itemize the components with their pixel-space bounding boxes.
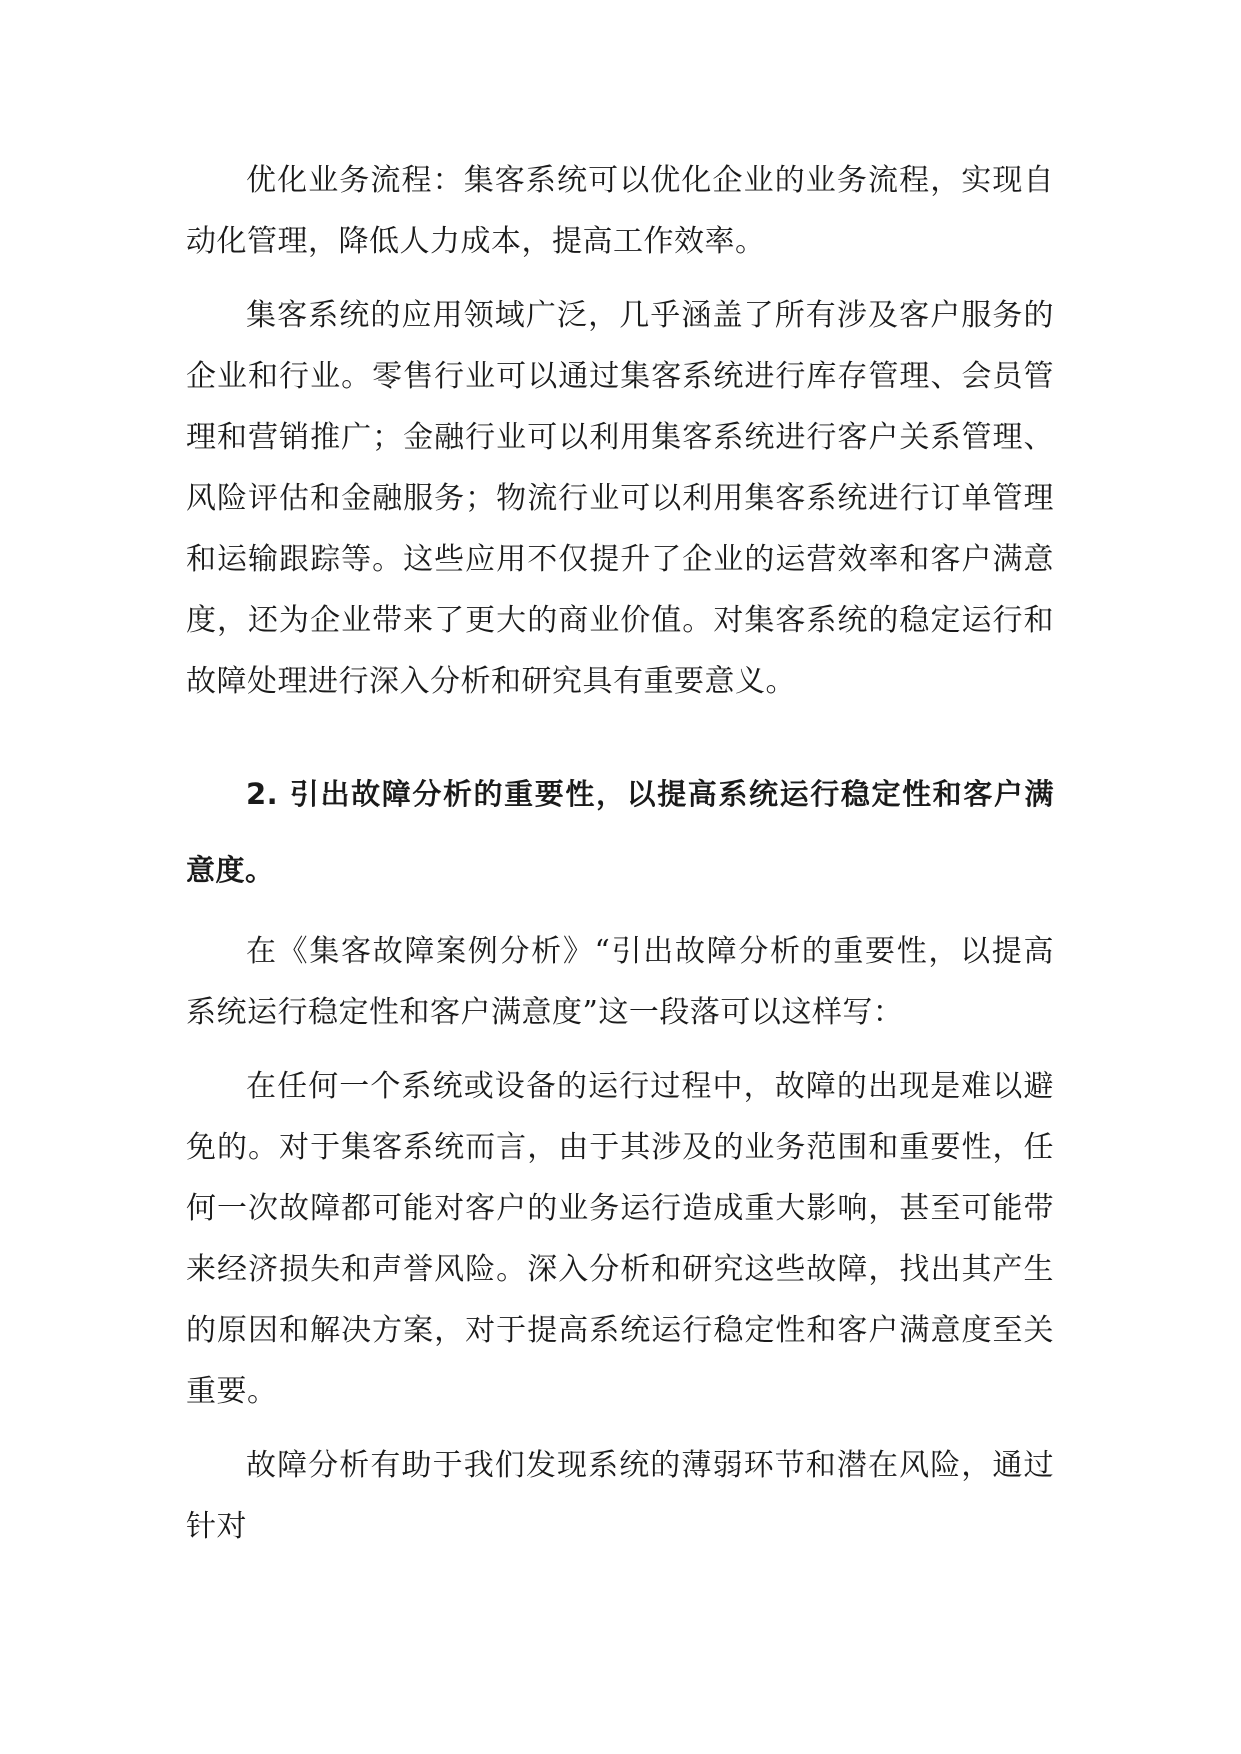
paragraph-fault-impact: 在任何一个系统或设备的运行过程中，故障的出现是难以避免的。对于集客系统而言，由于其涉及的业务范围和重要性，任何一次故障都可能对客户的业务运行造成重大影响，甚至可能带来经济损失和声誉风险。深入分析和研究这些故障，找出其产生的原因和解决方案，对于提高系统运行稳定性和客户满意度至关重要。 (186, 1069, 1054, 1409)
section-heading: 2. 引出故障分析的重要性，以提高系统运行稳定性和客户满意度。 (186, 777, 1054, 887)
document-body (186, 150, 1054, 1557)
paragraph-fault-analysis: 故障分析有助于我们发现系统的薄弱环节和潜在风险，通过针对 (186, 1448, 1054, 1544)
paragraph-intro-writing: 在《集客故障案例分析》“引出故障分析的重要性，以提高系统运行稳定性和客户满意度”这一段落可以这样写： (186, 934, 1054, 1030)
paragraph-optimize-process: 优化业务流程：集客系统可以优化企业的业务流程，实现自动化管理，降低人力成本，提高工作效率。 (186, 163, 1054, 259)
paragraph-application-fields: 集客系统的应用领域广泛，几乎涵盖了所有涉及客户服务的企业和行业。零售行业可以通过集客系统进行库存管理、会员管理和营销推广；金融行业可以利用集客系统进行客户关系管理、风险评估和金融服务；物流行业可以利用集客系统进行订单管理和运输跟踪等。这些应用不仅提升了企业的运营效率和客户满意度，还为企业带来了更大的商业价值。对集客系统的稳定运行和故障处理进行深入分析和研究具有重要意义。 (186, 298, 1054, 699)
